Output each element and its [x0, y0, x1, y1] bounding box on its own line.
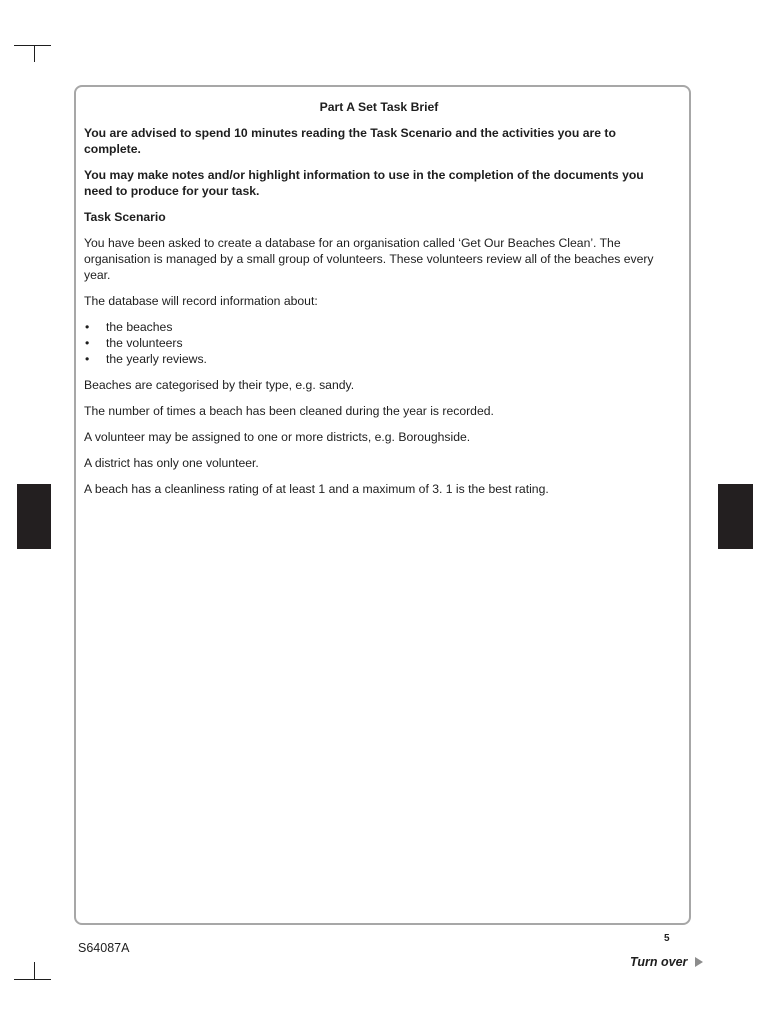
paper-code: S64087A [78, 941, 130, 955]
record-lead-text: The database will record information about: [84, 294, 318, 308]
list-item [84, 319, 674, 335]
crop-mark-top-horizontal [14, 45, 51, 46]
scenario-intro: You have been asked to create a database for an organisation called ‘Get Our Beaches Clean’. The organisation is managed by a small group of volunteers. These volunteers review all of the beaches every year. [84, 236, 654, 282]
crop-mark-top-vertical [34, 45, 35, 62]
left-edge-tab [17, 484, 51, 549]
bullet-icon: • [85, 320, 90, 334]
task-brief-content [84, 99, 674, 507]
list-item-text: the yearly reviews. [106, 352, 207, 366]
bullet-icon: • [85, 352, 90, 366]
right-edge-tab [718, 484, 753, 549]
fact-cleaning-count: The number of times a beach has been cleaned during the year is recorded. [84, 404, 494, 418]
list-item [84, 351, 674, 367]
fact-district-volunteer: A district has only one volunteer. [84, 456, 259, 470]
page-number: 5 [664, 933, 670, 944]
turn-over-text: Turn over [630, 955, 688, 969]
scenario-heading: Task Scenario [84, 210, 166, 224]
instruction-notes: You may make notes and/or highlight information to use in the completion of the documents you need to produce for your task. [84, 168, 644, 198]
page-title: Part A Set Task Brief [319, 100, 439, 114]
fact-volunteer-districts: A volunteer may be assigned to one or more districts, e.g. Boroughside. [84, 430, 471, 444]
arrow-right-icon [695, 957, 703, 967]
crop-mark-bottom-horizontal [14, 979, 51, 980]
instruction-reading-time: You are advised to spend 10 minutes reading the Task Scenario and the activities you are to complete. [84, 126, 616, 156]
turn-over-label [630, 955, 703, 969]
list-item-text: the volunteers [106, 336, 183, 350]
crop-mark-bottom-vertical [34, 962, 35, 980]
record-list [84, 319, 674, 367]
fact-beach-type: Beaches are categorised by their type, e.g. sandy. [84, 378, 355, 392]
fact-cleanliness-rating: A beach has a cleanliness rating of at least 1 and a maximum of 3. 1 is the best rating. [84, 482, 549, 496]
list-item-text: the beaches [106, 320, 173, 334]
bullet-icon: • [85, 336, 90, 350]
list-item [84, 335, 674, 351]
